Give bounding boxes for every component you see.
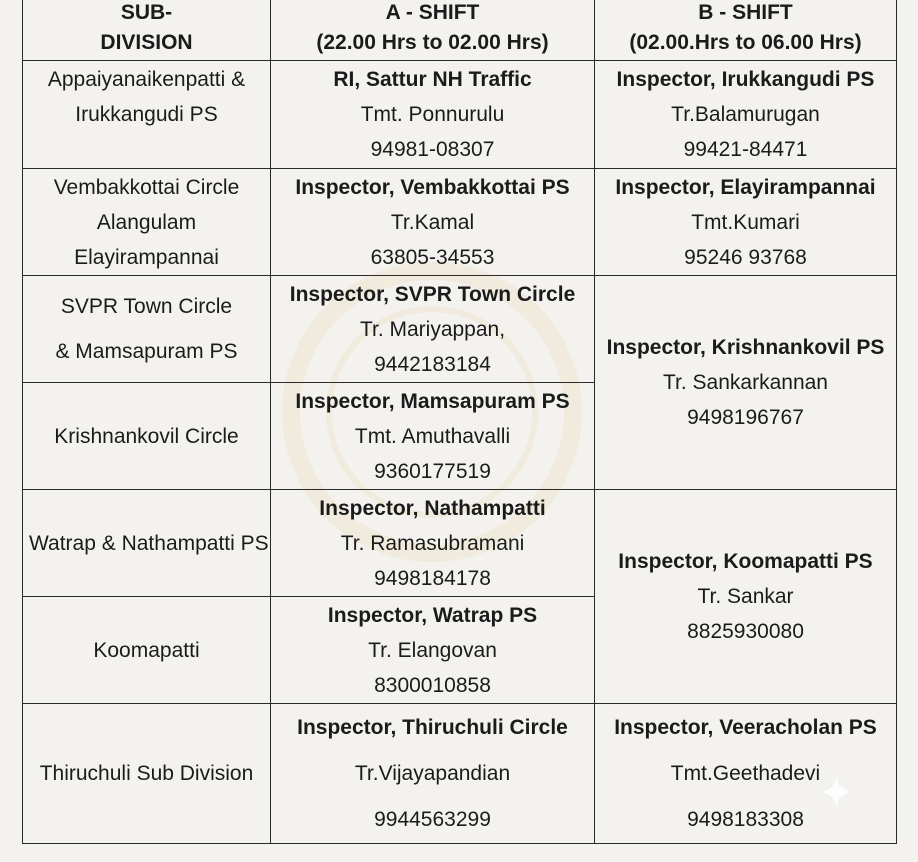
subdivision-cell xyxy=(23,169,271,276)
officer-title: Inspector, Watrap PS xyxy=(327,603,538,627)
officer-title: Inspector, SVPR Town Circle xyxy=(289,282,576,306)
subdivision-line: & Mamsapuram PS xyxy=(55,340,238,363)
subdivision-line: Alangulam xyxy=(96,210,197,234)
subdivision-line: Krishnankovil Circle xyxy=(54,424,239,448)
subdivision-cell xyxy=(23,61,271,169)
subdivision-line: Appaiyanaikenpatti & xyxy=(47,68,246,91)
a-shift-officer-cell xyxy=(271,383,595,490)
officer-name: Tmt. Amuthavalli xyxy=(354,424,511,448)
subdivision-cell xyxy=(23,490,271,597)
subdivision-cell xyxy=(23,276,271,383)
table-row xyxy=(23,61,897,169)
officer-phone: 95246 93768 xyxy=(684,245,807,269)
officer-name: Tmt. Ponnurulu xyxy=(360,103,505,126)
header-b-shift xyxy=(595,0,897,61)
b-shift-officer-cell xyxy=(595,169,897,276)
header-a-shift-line1: A - SHIFT xyxy=(385,0,480,24)
subdivision-line: Thiruchuli Sub Division xyxy=(39,762,254,785)
header-b-shift-line2: (02.00.Hrs to 06.00 Hrs) xyxy=(629,30,862,54)
officer-phone: 9944563299 xyxy=(374,807,491,831)
officer-name: Tr. Sankar xyxy=(697,585,794,608)
subdivision-line: Vembakkottai Circle xyxy=(53,175,240,199)
officer-phone: 9442183184 xyxy=(374,352,491,376)
officer-title: Inspector, Koomapatti PS xyxy=(618,550,873,573)
officer-phone: 9498184178 xyxy=(374,566,491,590)
officer-title: Inspector, Mamsapuram PS xyxy=(295,389,570,413)
subdivision-cell xyxy=(23,704,271,844)
a-shift-officer-cell xyxy=(271,61,595,169)
officer-title: Inspector, Thiruchuli Circle xyxy=(297,715,568,739)
officer-name: Tr. Sankarkannan xyxy=(663,371,828,394)
a-shift-officer-cell xyxy=(271,169,595,276)
officer-phone: 8300010858 xyxy=(374,673,491,697)
officer-name: Tmt.Geethadevi xyxy=(670,761,821,785)
table-row xyxy=(23,490,897,597)
a-shift-officer-cell xyxy=(271,490,595,597)
officer-name: Tr.Vijayapandian xyxy=(354,761,511,785)
b-shift-officer-cell xyxy=(595,490,897,704)
officer-phone: 94981-08307 xyxy=(370,138,495,161)
a-shift-officer-cell xyxy=(271,597,595,704)
officer-phone: 99421-84471 xyxy=(683,138,808,161)
header-row xyxy=(23,0,897,61)
table-row xyxy=(23,704,897,844)
officer-title: Inspector, Vembakkottai PS xyxy=(295,175,570,199)
officer-phone: 63805-34553 xyxy=(370,245,495,269)
a-shift-officer-cell xyxy=(271,276,595,383)
officer-title: Inspector, Elayirampannai xyxy=(615,175,876,199)
header-subdivision-line1: SUB- xyxy=(120,0,173,24)
subdivision-line: Irukkangudi PS xyxy=(75,103,218,126)
header-subdivision-line2: DIVISION xyxy=(100,30,193,54)
header-a-shift-line2: (22.00 Hrs to 02.00 Hrs) xyxy=(316,30,549,54)
subdivision-line: Koomapatti xyxy=(93,638,200,662)
officer-phone: 9498183308 xyxy=(687,807,804,831)
subdivision-cell xyxy=(23,383,271,490)
a-shift-officer-cell xyxy=(271,704,595,844)
officer-name: Tmt.Kumari xyxy=(691,210,800,234)
officer-title: RI, Sattur NH Traffic xyxy=(333,68,532,91)
officer-title: Inspector, Krishnankovil PS xyxy=(606,336,885,359)
subdivision-cell xyxy=(23,597,271,704)
officer-name: Tr.Balamurugan xyxy=(671,103,820,126)
table-row xyxy=(23,169,897,276)
officer-title: Inspector, Veeracholan PS xyxy=(614,715,877,739)
officer-phone: 9360177519 xyxy=(374,459,491,483)
subdivision-line: Elayirampannai xyxy=(74,245,219,269)
night-duty-table xyxy=(22,0,897,844)
officer-phone: 8825930080 xyxy=(687,620,804,643)
header-b-shift-line1: B - SHIFT xyxy=(698,0,793,24)
officer-name: Tr.Kamal xyxy=(390,210,475,234)
subdivision-line: SVPR Town Circle xyxy=(60,295,233,318)
sparkle-icon: ✦ xyxy=(818,768,855,819)
officer-title: Inspector, Irukkangudi PS xyxy=(616,68,875,91)
officer-phone: 9498196767 xyxy=(687,406,804,429)
officer-name: Tr. Ramasubramani xyxy=(340,531,525,555)
header-subdivision xyxy=(23,0,271,61)
table-row xyxy=(23,276,897,383)
officer-title: Inspector, Nathampatti xyxy=(319,496,546,520)
b-shift-officer-cell xyxy=(595,61,897,169)
officer-name: Tr. Elangovan xyxy=(368,638,497,662)
subdivision-line: Watrap & Nathampatti PS xyxy=(29,531,269,555)
header-a-shift xyxy=(271,0,595,61)
b-shift-officer-cell xyxy=(595,276,897,490)
officer-name: Tr. Mariyappan, xyxy=(359,317,506,341)
